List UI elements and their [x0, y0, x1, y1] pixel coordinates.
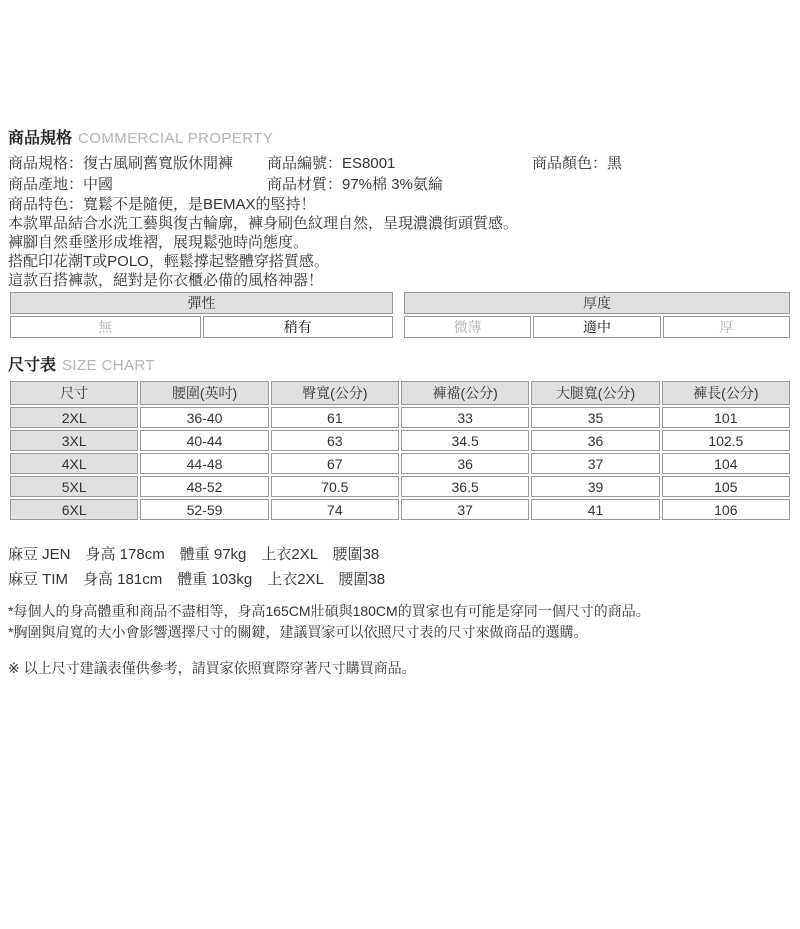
- size-table-row-4xl: [10, 453, 790, 474]
- field-product-origin: 商品產地：中國: [8, 176, 114, 193]
- size-heading-zh: 尺寸表: [8, 357, 57, 374]
- hip-col-header: 臀寬(公分): [271, 381, 399, 405]
- product-spec-page: [0, 129, 800, 677]
- feature-paragraph: [8, 195, 792, 290]
- model-info-block: [8, 542, 792, 592]
- thigh-cell: 36: [531, 430, 659, 451]
- size-table-row-2xl: [10, 407, 790, 428]
- footnotes-block: [8, 601, 792, 643]
- thickness-table: [402, 290, 792, 340]
- size-table-row-5xl: [10, 476, 790, 497]
- waist-cell: 48-52: [140, 476, 268, 497]
- hip-cell: 67: [271, 453, 399, 474]
- size-label-cell: 4XL: [10, 453, 138, 474]
- length-cell: 106: [662, 499, 790, 520]
- crotch-col-header: 褲襠(公分): [401, 381, 529, 405]
- hip-cell: 61: [271, 407, 399, 428]
- thickness-option-medium-selected: 適中: [533, 316, 660, 338]
- crotch-cell: 36: [401, 453, 529, 474]
- length-cell: 104: [662, 453, 790, 474]
- table-row: [404, 292, 790, 314]
- waist-cell: 44-48: [140, 453, 268, 474]
- crotch-cell: 36.5: [401, 476, 529, 497]
- feature-line: 商品特色：寬鬆不是隨便，是BEMAX的堅持！: [8, 196, 316, 213]
- disclaimer-note: ※ 以上尺寸建議表僅供參考，請買家依照實際穿著尺寸購買商品。: [8, 660, 416, 676]
- feature-line: 褲腳自然垂墜形成堆褶，展現鬆弛時尚態度。: [8, 234, 309, 251]
- spec-heading-en: COMMERCIAL PROPERTY: [78, 130, 274, 147]
- size-section-heading: [8, 356, 792, 376]
- hip-cell: 63: [271, 430, 399, 451]
- size-label-cell: 2XL: [10, 407, 138, 428]
- field-product-color: 商品顏色：黑: [532, 155, 623, 172]
- waist-cell: 52-59: [140, 499, 268, 520]
- model-info-line-jen: 麻豆 JEN 身高 178cm 體重 97kg 上衣2XL 腰圍38: [8, 546, 380, 563]
- attributes-tables: [8, 290, 792, 340]
- length-cell: 101: [662, 407, 790, 428]
- thickness-header-cell: 厚度: [404, 292, 790, 314]
- length-col-header: 褲長(公分): [662, 381, 790, 405]
- size-heading-en: SIZE CHART: [62, 357, 155, 374]
- elasticity-option-slight-selected: 稍有: [203, 316, 394, 338]
- size-col-header: 尺寸: [10, 381, 138, 405]
- hip-cell: 74: [271, 499, 399, 520]
- spec-field-row-2: [8, 174, 792, 195]
- size-label-cell: 3XL: [10, 430, 138, 451]
- size-label-cell: 6XL: [10, 499, 138, 520]
- waist-col-header: 腰圍(英吋): [140, 381, 268, 405]
- waist-cell: 40-44: [140, 430, 268, 451]
- spec-heading-zh: 商品規格: [8, 130, 73, 147]
- spec-fields: [8, 153, 792, 195]
- thickness-option-thin: 微薄: [404, 316, 531, 338]
- thickness-option-thick: 厚: [663, 316, 790, 338]
- table-row: [10, 316, 393, 338]
- thigh-cell: 39: [531, 476, 659, 497]
- feature-line: 這款百搭褲款，絕對是你衣櫃必備的風格神器！: [8, 272, 324, 289]
- thigh-col-header: 大腿寬(公分): [531, 381, 659, 405]
- footnote-line: *每個人的身高體重和商品不盡相等，身高165CM壯碩與180CM的買家也有可能是穿同一個尺寸的商品。: [8, 603, 650, 619]
- field-product-name: 商品規格：復古風刷舊寬版休閒褲: [8, 155, 234, 172]
- length-cell: 105: [662, 476, 790, 497]
- thigh-cell: 37: [531, 453, 659, 474]
- crotch-cell: 37: [401, 499, 529, 520]
- crotch-cell: 34.5: [401, 430, 529, 451]
- spec-field-row-1: [8, 153, 792, 174]
- waist-cell: 36-40: [140, 407, 268, 428]
- size-label-cell: 5XL: [10, 476, 138, 497]
- length-cell: 102.5: [662, 430, 790, 451]
- elasticity-header-cell: 彈性: [10, 292, 393, 314]
- table-row: [404, 316, 790, 338]
- hip-cell: 70.5: [271, 476, 399, 497]
- feature-line: 本款單品結合水洗工藝與復古輪廓，褲身刷色紋理自然，呈現濃濃街頭質感。: [8, 215, 519, 232]
- elasticity-table: [8, 290, 395, 340]
- size-table-header-row: [10, 381, 790, 405]
- field-product-code: 商品編號：ES8001: [267, 155, 396, 172]
- size-table-row-3xl: [10, 430, 790, 451]
- elasticity-option-none: 無: [10, 316, 201, 338]
- size-chart-table: [8, 379, 792, 522]
- field-product-material: 商品材質：97%棉 3%氨綸: [267, 176, 443, 193]
- size-table-row-6xl: [10, 499, 790, 520]
- thigh-cell: 41: [531, 499, 659, 520]
- spec-section-heading: [8, 129, 792, 149]
- model-info-line-tim: 麻豆 TIM 身高 181cm 體重 103kg 上衣2XL 腰圍38: [8, 571, 386, 588]
- table-row: [10, 292, 393, 314]
- footnote-line: *胸圍與肩寬的大小會影響選擇尺寸的關鍵，建議買家可以依照尺寸表的尺寸來做商品的選購。: [8, 624, 588, 640]
- thigh-cell: 35: [531, 407, 659, 428]
- feature-line: 搭配印花潮T或POLO，輕鬆撐起整體穿搭質感。: [8, 253, 329, 270]
- crotch-cell: 33: [401, 407, 529, 428]
